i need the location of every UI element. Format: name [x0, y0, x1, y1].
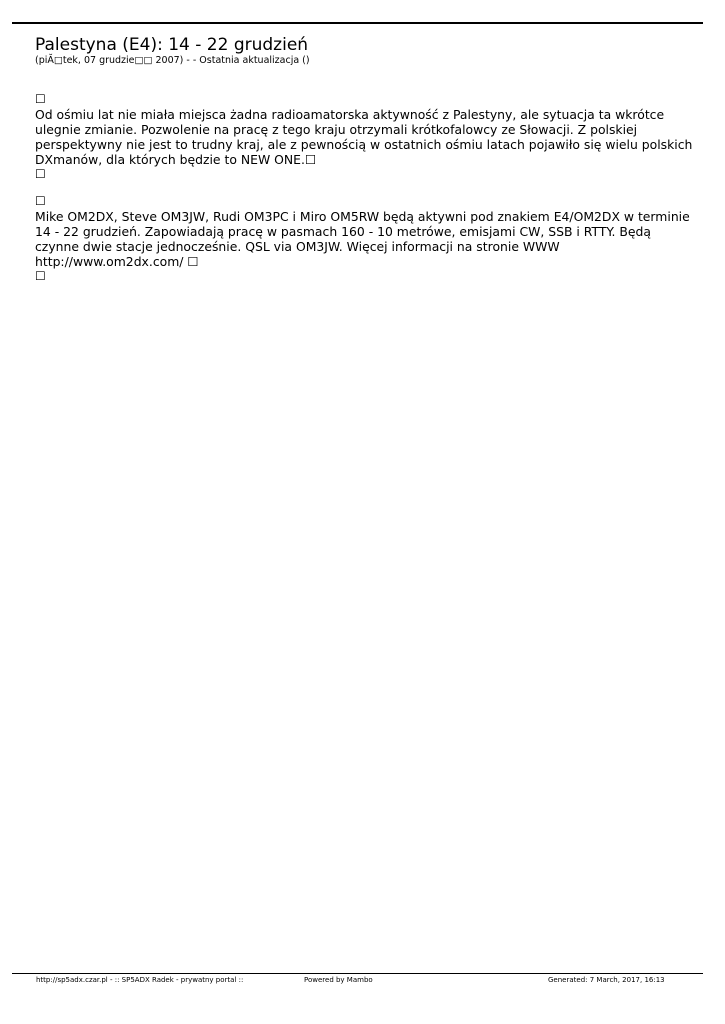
- article-section-1: [35, 92, 695, 182]
- top-rule: [12, 22, 703, 24]
- bottom-rule: [12, 973, 703, 974]
- article-section-2: [35, 194, 695, 284]
- article-meta: (piĂ□tek, 07 grudzie□□ 2007) - - Ostatnia aktualizacja (): [35, 55, 310, 66]
- placeholder-box-icon: ☐: [35, 194, 46, 208]
- placeholder-box-icon: ☐: [35, 269, 46, 283]
- footer-site-link[interactable]: http://sp5adx.czar.pl - :: SP5ADX Radek - prywatny portal ::: [36, 976, 244, 984]
- article-paragraph-2: Mike OM2DX, Steve OM3JW, Rudi OM3PC i Miro OM5RW będą aktywni pod znakiem E4/OM2DX w terminie 14 - 22 grudzień. Zapowiadają pracę w pasmach 160 - 10 metrówe, emisjami CW, SSB i RTTY. Będą czynne dwie stacje jednocześnie. QSL via OM3JW. Więcej informacji na stronie WWW http://www.om2dx.com/ ☐: [35, 209, 690, 269]
- page-title: Palestyna (E4): 14 - 22 grudzień: [35, 35, 309, 55]
- footer-generated: Generated: 7 March, 2017, 16:13: [548, 976, 665, 984]
- article-paragraph-1: Od ośmiu lat nie miała miejsca żadna radioamatorska aktywność z Palestyny, ale sytuacja ta wkrótce ulegnie zmianie. Pozwolenie na pracę z tego kraju otrzymali krótkofalowcy ze Słowacji. Z polskiej perspektywny nie jest to trudny kraj, ale z pewnością w ostatnich ośmiu latach pojawiło się wielu polskich DXmanów, dla których będzie to NEW ONE.☐: [35, 107, 693, 167]
- footer-powered-by: Powered by Mambo: [304, 976, 373, 984]
- placeholder-box-icon: ☐: [35, 92, 46, 106]
- placeholder-box-icon: ☐: [35, 167, 46, 181]
